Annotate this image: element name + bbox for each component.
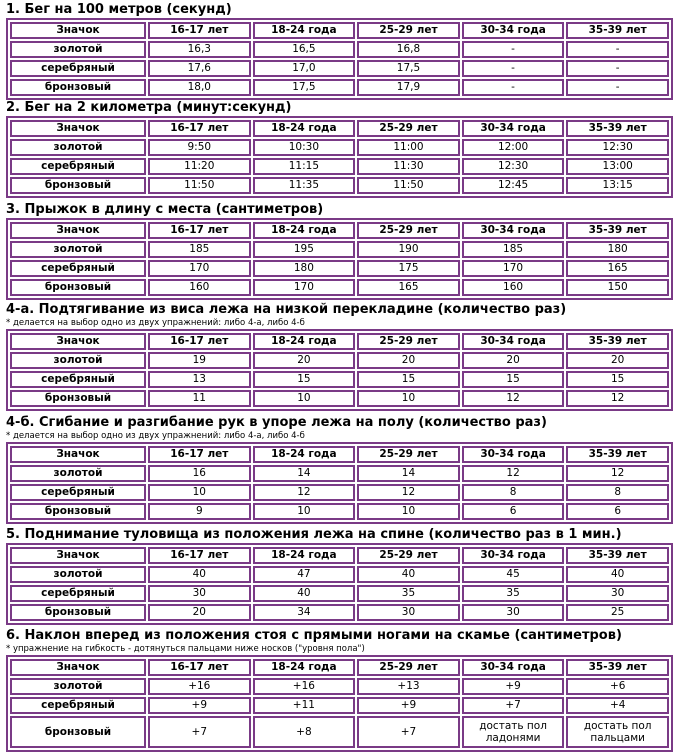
value-cell: 11:50 [357, 177, 460, 194]
value-cell: +16 [148, 678, 251, 695]
value-cell: 20 [148, 604, 251, 621]
value-cell: 12 [566, 390, 669, 407]
value-cell: +4 [566, 697, 669, 714]
header-row [10, 22, 669, 39]
norms-table [6, 18, 673, 100]
header-cell: 16-17 лет [148, 446, 251, 463]
value-cell: 13:15 [566, 177, 669, 194]
table-row [10, 585, 669, 602]
value-cell: 11:00 [357, 139, 460, 156]
header-cell: 35-39 лет [566, 547, 669, 564]
header-cell: 25-29 лет [357, 222, 460, 239]
value-cell: 190 [357, 241, 460, 258]
section-sit-ups [6, 527, 673, 625]
value-cell: +7 [148, 716, 251, 748]
value-cell: - [462, 79, 565, 96]
value-cell: 12 [462, 390, 565, 407]
value-cell: +6 [566, 678, 669, 695]
section-run-2km [6, 100, 673, 198]
value-cell: 12:45 [462, 177, 565, 194]
norms-table [6, 655, 673, 752]
value-cell: 15 [253, 371, 356, 388]
header-cell: 30-34 года [462, 333, 565, 350]
value-cell: 12 [357, 484, 460, 501]
value-cell: 12 [462, 465, 565, 482]
value-cell: 12 [566, 465, 669, 482]
value-cell: 12:30 [462, 158, 565, 175]
value-cell: 20 [357, 352, 460, 369]
value-cell: 195 [253, 241, 356, 258]
section-note: * упражнение на гибкость - дотянуться пальцами ниже носков ("уровня пола") [6, 644, 365, 654]
value-cell: 10 [148, 484, 251, 501]
header-cell: 18-24 года [253, 222, 356, 239]
header-cell: Значок [10, 22, 146, 39]
header-cell: 16-17 лет [148, 222, 251, 239]
badge-label: бронзовый [10, 177, 146, 194]
header-cell: 16-17 лет [148, 333, 251, 350]
table-row [10, 177, 669, 194]
table-row [10, 241, 669, 258]
badge-label: серебряный [10, 371, 146, 388]
header-cell: 30-34 года [462, 120, 565, 137]
header-cell: 30-34 года [462, 22, 565, 39]
header-cell: 16-17 лет [148, 120, 251, 137]
value-cell: 35 [462, 585, 565, 602]
value-cell: 30 [357, 604, 460, 621]
table-row [10, 716, 669, 748]
value-cell: 12:00 [462, 139, 565, 156]
value-cell: 35 [357, 585, 460, 602]
value-cell: 170 [253, 279, 356, 296]
value-cell: 17,5 [253, 79, 356, 96]
value-cell: 16,3 [148, 41, 251, 58]
value-cell: 15 [566, 371, 669, 388]
value-cell: +11 [253, 697, 356, 714]
value-cell: 17,9 [357, 79, 460, 96]
header-row [10, 659, 669, 676]
header-cell: 18-24 года [253, 333, 356, 350]
value-cell: 11:50 [148, 177, 251, 194]
header-cell: 35-39 лет [566, 120, 669, 137]
badge-label: бронзовый [10, 716, 146, 748]
section-sprint-100m [6, 2, 673, 100]
table-row [10, 41, 669, 58]
value-cell: 40 [148, 566, 251, 583]
table-row [10, 60, 669, 77]
table-row [10, 260, 669, 277]
norms-table [6, 218, 673, 300]
header-cell: Значок [10, 120, 146, 137]
norms-table [6, 116, 673, 198]
header-cell: 35-39 лет [566, 659, 669, 676]
badge-label: серебряный [10, 585, 146, 602]
header-cell: Значок [10, 446, 146, 463]
value-cell: 12 [253, 484, 356, 501]
value-cell: 9:50 [148, 139, 251, 156]
value-cell: 18,0 [148, 79, 251, 96]
value-cell: 19 [148, 352, 251, 369]
badge-label: серебряный [10, 484, 146, 501]
value-cell: 10 [357, 503, 460, 520]
value-cell: 10 [253, 503, 356, 520]
value-cell: 15 [357, 371, 460, 388]
table-row [10, 371, 669, 388]
header-cell: 30-34 года [462, 446, 565, 463]
value-cell: - [462, 41, 565, 58]
header-cell: 18-24 года [253, 659, 356, 676]
header-cell: 35-39 лет [566, 446, 669, 463]
badge-label: золотой [10, 678, 146, 695]
header-cell: 18-24 года [253, 120, 356, 137]
header-cell: 25-29 лет [357, 547, 460, 564]
value-cell: +9 [462, 678, 565, 695]
value-cell: 6 [462, 503, 565, 520]
value-cell: 45 [462, 566, 565, 583]
value-cell: 17,6 [148, 60, 251, 77]
table-row [10, 352, 669, 369]
value-cell: достать пол ладонями [462, 716, 565, 748]
value-cell: 17,0 [253, 60, 356, 77]
header-cell: 35-39 лет [566, 333, 669, 350]
norms-table [6, 329, 673, 411]
value-cell: 11:30 [357, 158, 460, 175]
value-cell: 20 [253, 352, 356, 369]
section-pull-ups [6, 302, 673, 411]
header-cell: 25-29 лет [357, 22, 460, 39]
section-title: 6. Наклон вперед из положения стоя с прямыми ногами на скамье (сантиметров) [6, 628, 622, 643]
header-cell: 35-39 лет [566, 22, 669, 39]
value-cell: 180 [253, 260, 356, 277]
value-cell: 13:00 [566, 158, 669, 175]
table-row [10, 279, 669, 296]
header-cell: 18-24 года [253, 547, 356, 564]
header-cell: 25-29 лет [357, 446, 460, 463]
value-cell: 17,5 [357, 60, 460, 77]
value-cell: 9 [148, 503, 251, 520]
value-cell: 170 [462, 260, 565, 277]
value-cell: 12:30 [566, 139, 669, 156]
norms-table [6, 442, 673, 524]
value-cell: 11:35 [253, 177, 356, 194]
value-cell: 34 [253, 604, 356, 621]
value-cell: 30 [566, 585, 669, 602]
badge-label: серебряный [10, 697, 146, 714]
badge-label: серебряный [10, 158, 146, 175]
section-note: * делается на выбор одно из двух упражнений: либо 4-а, либо 4-б [6, 318, 305, 328]
badge-label: золотой [10, 139, 146, 156]
table-row [10, 158, 669, 175]
value-cell: 25 [566, 604, 669, 621]
table-row [10, 79, 669, 96]
table-row [10, 566, 669, 583]
value-cell: 6 [566, 503, 669, 520]
value-cell: 14 [357, 465, 460, 482]
section-title: 5. Поднимание туловища из положения лежа на спине (количество раз в 1 мин.) [6, 527, 622, 542]
section-title: 3. Прыжок в длину с места (сантиметров) [6, 202, 324, 217]
header-row [10, 222, 669, 239]
section-title: 2. Бег на 2 километра (минут:секунд) [6, 100, 292, 115]
section-push-ups [6, 415, 673, 524]
value-cell: 165 [566, 260, 669, 277]
value-cell: 11:20 [148, 158, 251, 175]
value-cell: +7 [357, 716, 460, 748]
value-cell: +9 [148, 697, 251, 714]
value-cell: 40 [253, 585, 356, 602]
header-cell: 16-17 лет [148, 22, 251, 39]
table-row [10, 678, 669, 695]
header-row [10, 446, 669, 463]
table-row [10, 697, 669, 714]
table-row [10, 503, 669, 520]
section-title: 1. Бег на 100 метров (секунд) [6, 2, 232, 17]
value-cell: +9 [357, 697, 460, 714]
table-row [10, 484, 669, 501]
badge-label: бронзовый [10, 79, 146, 96]
value-cell: 40 [357, 566, 460, 583]
norms-table [6, 543, 673, 625]
badge-label: серебряный [10, 260, 146, 277]
header-row [10, 120, 669, 137]
badge-label: золотой [10, 465, 146, 482]
value-cell: +13 [357, 678, 460, 695]
section-note: * делается на выбор одно из двух упражнений: либо 4-а, либо 4-б [6, 431, 305, 441]
value-cell: +16 [253, 678, 356, 695]
value-cell: 165 [357, 279, 460, 296]
value-cell: 11:15 [253, 158, 356, 175]
badge-label: золотой [10, 566, 146, 583]
value-cell: - [566, 41, 669, 58]
header-cell: 16-17 лет [148, 659, 251, 676]
header-cell: 35-39 лет [566, 222, 669, 239]
badge-label: серебряный [10, 60, 146, 77]
badge-label: бронзовый [10, 390, 146, 407]
value-cell: 185 [462, 241, 565, 258]
header-cell: 30-34 года [462, 659, 565, 676]
table-row [10, 604, 669, 621]
table-row [10, 139, 669, 156]
section-title: 4-б. Сгибание и разгибание рук в упоре лежа на полу (количество раз) [6, 415, 547, 430]
badge-label: бронзовый [10, 503, 146, 520]
value-cell: 170 [148, 260, 251, 277]
value-cell: 160 [148, 279, 251, 296]
value-cell: +8 [253, 716, 356, 748]
value-cell: 10 [253, 390, 356, 407]
value-cell: 8 [566, 484, 669, 501]
value-cell: 8 [462, 484, 565, 501]
value-cell: 175 [357, 260, 460, 277]
badge-label: бронзовый [10, 604, 146, 621]
value-cell: 40 [566, 566, 669, 583]
value-cell: 185 [148, 241, 251, 258]
value-cell: 16 [148, 465, 251, 482]
header-cell: Значок [10, 659, 146, 676]
header-cell: 18-24 года [253, 446, 356, 463]
value-cell: 16,8 [357, 41, 460, 58]
value-cell: - [566, 79, 669, 96]
header-cell: 25-29 лет [357, 333, 460, 350]
value-cell: 14 [253, 465, 356, 482]
header-cell: 18-24 года [253, 22, 356, 39]
header-cell: 25-29 лет [357, 659, 460, 676]
section-long-jump [6, 202, 673, 300]
section-forward-bend [6, 628, 673, 752]
section-title: 4-а. Подтягивание из виса лежа на низкой перекладине (количество раз) [6, 302, 567, 317]
value-cell: 16,5 [253, 41, 356, 58]
value-cell: 20 [566, 352, 669, 369]
value-cell: 180 [566, 241, 669, 258]
table-row [10, 465, 669, 482]
value-cell: 15 [462, 371, 565, 388]
value-cell: 150 [566, 279, 669, 296]
value-cell: 11 [148, 390, 251, 407]
value-cell: - [462, 60, 565, 77]
value-cell: достать пол пальцами [566, 716, 669, 748]
value-cell: 10:30 [253, 139, 356, 156]
value-cell: 30 [462, 604, 565, 621]
table-row [10, 390, 669, 407]
value-cell: - [566, 60, 669, 77]
header-cell: Значок [10, 333, 146, 350]
value-cell: 10 [357, 390, 460, 407]
header-cell: 30-34 года [462, 547, 565, 564]
value-cell: 160 [462, 279, 565, 296]
header-cell: Значок [10, 222, 146, 239]
value-cell: 30 [148, 585, 251, 602]
badge-label: золотой [10, 352, 146, 369]
value-cell: 13 [148, 371, 251, 388]
value-cell: 20 [462, 352, 565, 369]
header-row [10, 333, 669, 350]
header-cell: 25-29 лет [357, 120, 460, 137]
badge-label: бронзовый [10, 279, 146, 296]
header-cell: Значок [10, 547, 146, 564]
header-cell: 16-17 лет [148, 547, 251, 564]
header-row [10, 547, 669, 564]
value-cell: +7 [462, 697, 565, 714]
header-cell: 30-34 года [462, 222, 565, 239]
value-cell: 47 [253, 566, 356, 583]
badge-label: золотой [10, 41, 146, 58]
badge-label: золотой [10, 241, 146, 258]
